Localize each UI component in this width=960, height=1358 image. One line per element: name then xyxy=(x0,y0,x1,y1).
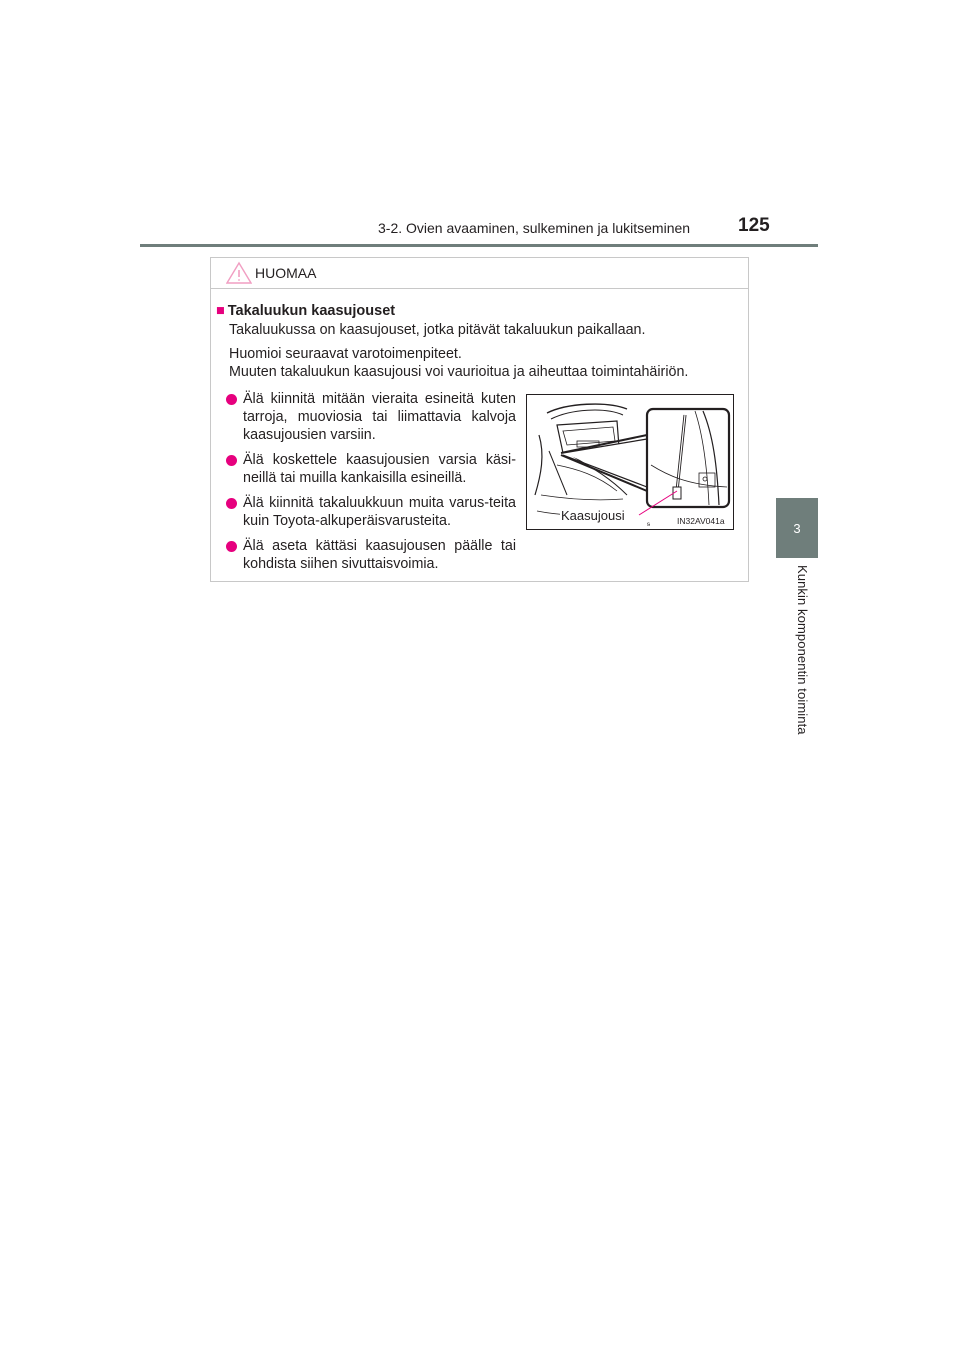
list-item: Älä koskettele kaasujousien varsia käsi-neillä tai muilla kankaisilla esineillä. xyxy=(226,451,516,487)
svg-text:ᵴ: ᵴ xyxy=(647,522,650,528)
gas-strut-label: Kaasujousi xyxy=(561,508,625,523)
section-heading xyxy=(216,303,395,319)
list-item: Älä aseta kättäsi kaasujousen päälle tai kohdista siihen sivuttaisvoimia. xyxy=(226,537,516,573)
square-bullet-icon: ■ xyxy=(216,303,225,319)
caution-box xyxy=(210,257,749,582)
list-item: Älä kiinnitä mitään vieraita esineitä kuten tarroja, muoviosia tai liimattavia kalvoja kaasujousien varsiin. xyxy=(226,390,516,444)
list-item: Älä kiinnitä takaluukkuun muita varus-teita kuin Toyota-alkuperäisvarusteita. xyxy=(226,494,516,530)
section-title: 3-2. Ovien avaaminen, sulkeminen ja lukitseminen xyxy=(378,220,691,236)
chapter-tab xyxy=(776,498,818,558)
figure-code: IN32AV041a xyxy=(677,516,725,526)
intro-text: Takaluukussa on kaasujouset, jotka pitävät takaluukun paikallaan. xyxy=(229,322,646,338)
page-number: 125 xyxy=(738,215,770,236)
warning-triangle-icon xyxy=(226,261,252,285)
gas-strut-illustration xyxy=(526,394,734,530)
header-divider xyxy=(140,244,818,247)
precaution-line-2: Muuten takaluukun kaasujousi voi vaurioitua ja aiheuttaa toimintahäiriön. xyxy=(229,364,689,380)
bullet-dot-icon xyxy=(226,541,237,552)
precaution-note xyxy=(229,345,688,381)
bullet-dot-icon xyxy=(226,394,237,405)
tailgate-drawing xyxy=(527,395,734,530)
section-heading-text: Takaluukun kaasujouset xyxy=(227,303,396,319)
precaution-line-1: Huomioi seuraavat varotoimenpiteet. xyxy=(229,346,462,362)
chapter-label: Kunkin komponentin toiminta xyxy=(795,565,810,735)
bullet-dot-icon xyxy=(226,498,237,509)
chapter-number: 3 xyxy=(793,520,801,536)
caution-header xyxy=(211,258,748,289)
bullet-dot-icon xyxy=(226,455,237,466)
precaution-list xyxy=(226,390,516,580)
caution-title: HUOMAA xyxy=(255,265,317,281)
